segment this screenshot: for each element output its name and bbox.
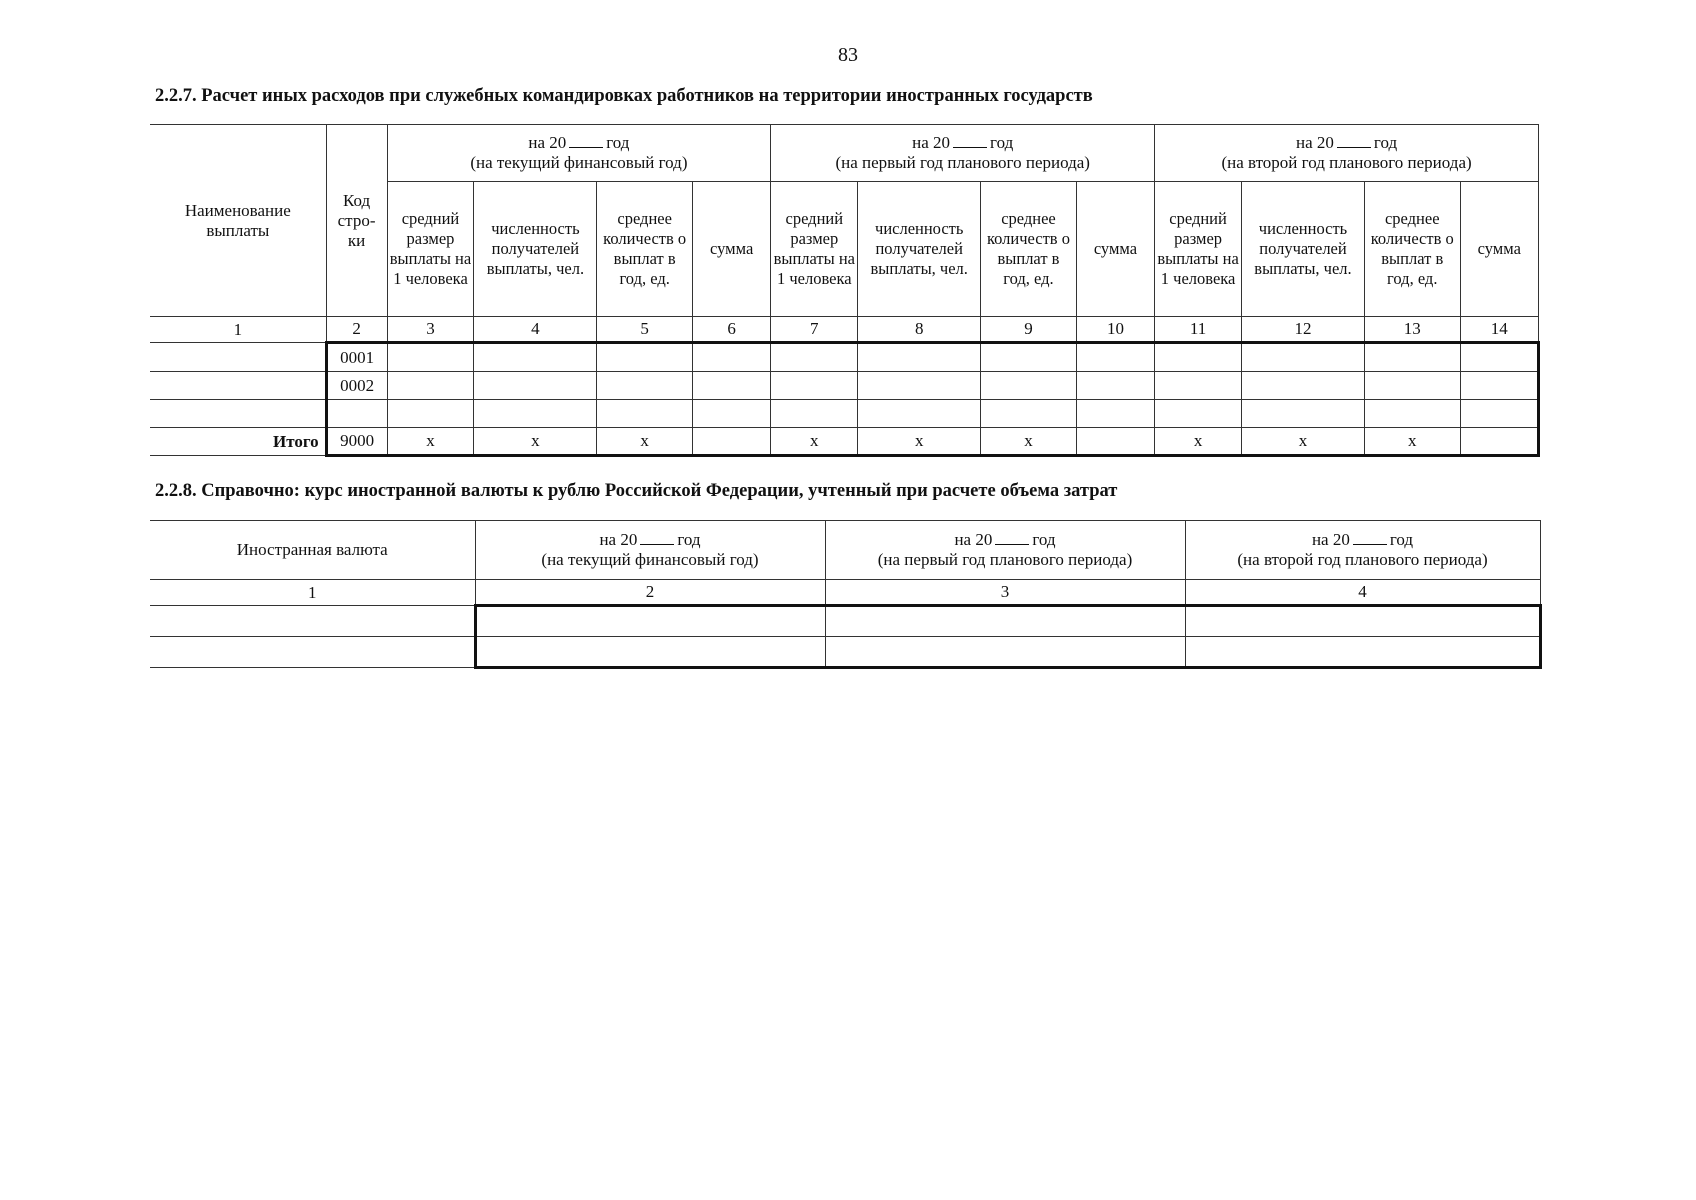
data-cell[interactable]	[981, 343, 1077, 372]
column-number: 6	[693, 317, 771, 343]
data-cell[interactable]	[1242, 400, 1365, 428]
period-header: на 20 год (на текущий финансовый год)	[475, 521, 825, 580]
data-cell[interactable]	[387, 343, 474, 372]
data-cell[interactable]	[1155, 372, 1242, 400]
data-cell[interactable]	[597, 400, 693, 428]
data-cell[interactable]	[981, 400, 1077, 428]
travel-expenses-table	[150, 124, 1540, 457]
column-number: 2	[475, 580, 825, 606]
sub-header: среднее количеств о выплат в год, ед.	[981, 182, 1077, 317]
data-cell[interactable]	[1242, 343, 1365, 372]
table-row	[150, 637, 1540, 668]
payment-name-cell[interactable]	[150, 343, 326, 372]
data-cell[interactable]	[858, 400, 981, 428]
sub-header: средний размер выплаты на 1 человека	[1155, 182, 1242, 317]
data-cell[interactable]	[693, 400, 771, 428]
row-code	[326, 400, 387, 428]
table-row	[150, 606, 1540, 637]
column-number: 7	[771, 317, 858, 343]
data-cell[interactable]	[597, 372, 693, 400]
data-cell[interactable]	[1364, 343, 1460, 372]
sub-header: средний размер выплаты на 1 человека	[387, 182, 474, 317]
data-cell[interactable]	[474, 400, 597, 428]
total-label: Итого	[150, 428, 326, 456]
data-cell[interactable]	[474, 343, 597, 372]
sub-header: сумма	[1076, 182, 1154, 317]
column-number: 14	[1460, 317, 1538, 343]
total-sum-cell[interactable]	[1076, 428, 1154, 456]
column-number: 3	[387, 317, 474, 343]
total-sum-cell[interactable]	[693, 428, 771, 456]
data-cell[interactable]	[1460, 400, 1538, 428]
column-number: 4	[474, 317, 597, 343]
data-cell[interactable]	[1076, 372, 1154, 400]
data-cell[interactable]	[771, 400, 858, 428]
data-cell[interactable]	[1242, 372, 1365, 400]
column-number: 4	[1185, 580, 1540, 606]
table-row	[150, 372, 1539, 400]
period-header: на 20 год (на первый год планового периода)	[771, 125, 1155, 182]
rate-cell[interactable]	[475, 606, 825, 637]
sub-header: численность получателей выплаты, чел.	[858, 182, 981, 317]
page-number: 83	[838, 44, 858, 66]
x-mark: х	[387, 428, 474, 456]
sub-header: численность получателей выплаты, чел.	[474, 182, 597, 317]
row-code: 0002	[326, 372, 387, 400]
total-row	[150, 428, 1539, 456]
data-cell[interactable]	[1460, 343, 1538, 372]
section-title-2-2-7: 2.2.7. Расчет иных расходов при служебных командировках работников на территории иностранных государств	[155, 86, 1093, 106]
sub-header: сумма	[693, 182, 771, 317]
data-cell[interactable]	[387, 372, 474, 400]
rate-cell[interactable]	[475, 637, 825, 668]
x-mark: х	[474, 428, 597, 456]
table-row	[150, 400, 1539, 428]
data-cell[interactable]	[474, 372, 597, 400]
data-cell[interactable]	[1155, 400, 1242, 428]
rate-cell[interactable]	[1185, 637, 1540, 668]
data-cell[interactable]	[1364, 372, 1460, 400]
section-title-2-2-8: 2.2.8. Справочно: курс иностранной валюты к рублю Российской Федерации, учтенный при расчете объема затрат	[155, 481, 1118, 501]
table-row	[150, 343, 1539, 372]
data-cell[interactable]	[771, 343, 858, 372]
data-cell[interactable]	[387, 400, 474, 428]
total-sum-cell[interactable]	[1460, 428, 1538, 456]
x-mark: х	[1364, 428, 1460, 456]
column-number: 5	[597, 317, 693, 343]
data-cell[interactable]	[858, 372, 981, 400]
data-cell[interactable]	[693, 372, 771, 400]
data-cell[interactable]	[693, 343, 771, 372]
period-header: на 20 год (на второй год планового периода)	[1155, 125, 1539, 182]
period-header: на 20 год (на текущий финансовый год)	[387, 125, 771, 182]
data-cell[interactable]	[1155, 343, 1242, 372]
column-number: 10	[1076, 317, 1154, 343]
x-mark: х	[771, 428, 858, 456]
currency-header: Иностранная валюта	[150, 521, 475, 580]
rate-cell[interactable]	[1185, 606, 1540, 637]
payment-name-cell[interactable]	[150, 400, 326, 428]
column-number: 13	[1364, 317, 1460, 343]
rate-cell[interactable]	[825, 637, 1185, 668]
data-cell[interactable]	[981, 372, 1077, 400]
column-number: 9	[981, 317, 1077, 343]
sub-header: численность получателей выплаты, чел.	[1242, 182, 1365, 317]
column-number: 3	[825, 580, 1185, 606]
x-mark: х	[981, 428, 1077, 456]
data-cell[interactable]	[597, 343, 693, 372]
currency-cell[interactable]	[150, 637, 475, 668]
currency-cell[interactable]	[150, 606, 475, 637]
x-mark: х	[1155, 428, 1242, 456]
sub-header: средний размер выплаты на 1 человека	[771, 182, 858, 317]
name-header: Наименование выплаты	[150, 125, 326, 317]
rate-cell[interactable]	[825, 606, 1185, 637]
code-header: Код стро- ки	[326, 125, 387, 317]
period-header: на 20 год (на первый год планового периода)	[825, 521, 1185, 580]
sub-header: сумма	[1460, 182, 1538, 317]
x-mark: х	[597, 428, 693, 456]
data-cell[interactable]	[858, 343, 981, 372]
x-mark: х	[858, 428, 981, 456]
column-number: 12	[1242, 317, 1365, 343]
data-cell[interactable]	[1460, 372, 1538, 400]
payment-name-cell[interactable]	[150, 372, 326, 400]
sub-header: среднее количеств о выплат в год, ед.	[597, 182, 693, 317]
exchange-rate-table	[150, 520, 1542, 669]
data-cell[interactable]	[1364, 400, 1460, 428]
data-cell[interactable]	[1076, 400, 1154, 428]
data-cell[interactable]	[1076, 343, 1154, 372]
column-number: 1	[150, 317, 326, 343]
total-code: 9000	[326, 428, 387, 456]
column-number: 2	[326, 317, 387, 343]
column-number: 1	[150, 580, 475, 606]
column-number: 8	[858, 317, 981, 343]
column-number: 11	[1155, 317, 1242, 343]
period-header: на 20 год (на второй год планового периода)	[1185, 521, 1540, 580]
data-cell[interactable]	[771, 372, 858, 400]
x-mark: х	[1242, 428, 1365, 456]
sub-header: среднее количеств о выплат в год, ед.	[1364, 182, 1460, 317]
row-code: 0001	[326, 343, 387, 372]
